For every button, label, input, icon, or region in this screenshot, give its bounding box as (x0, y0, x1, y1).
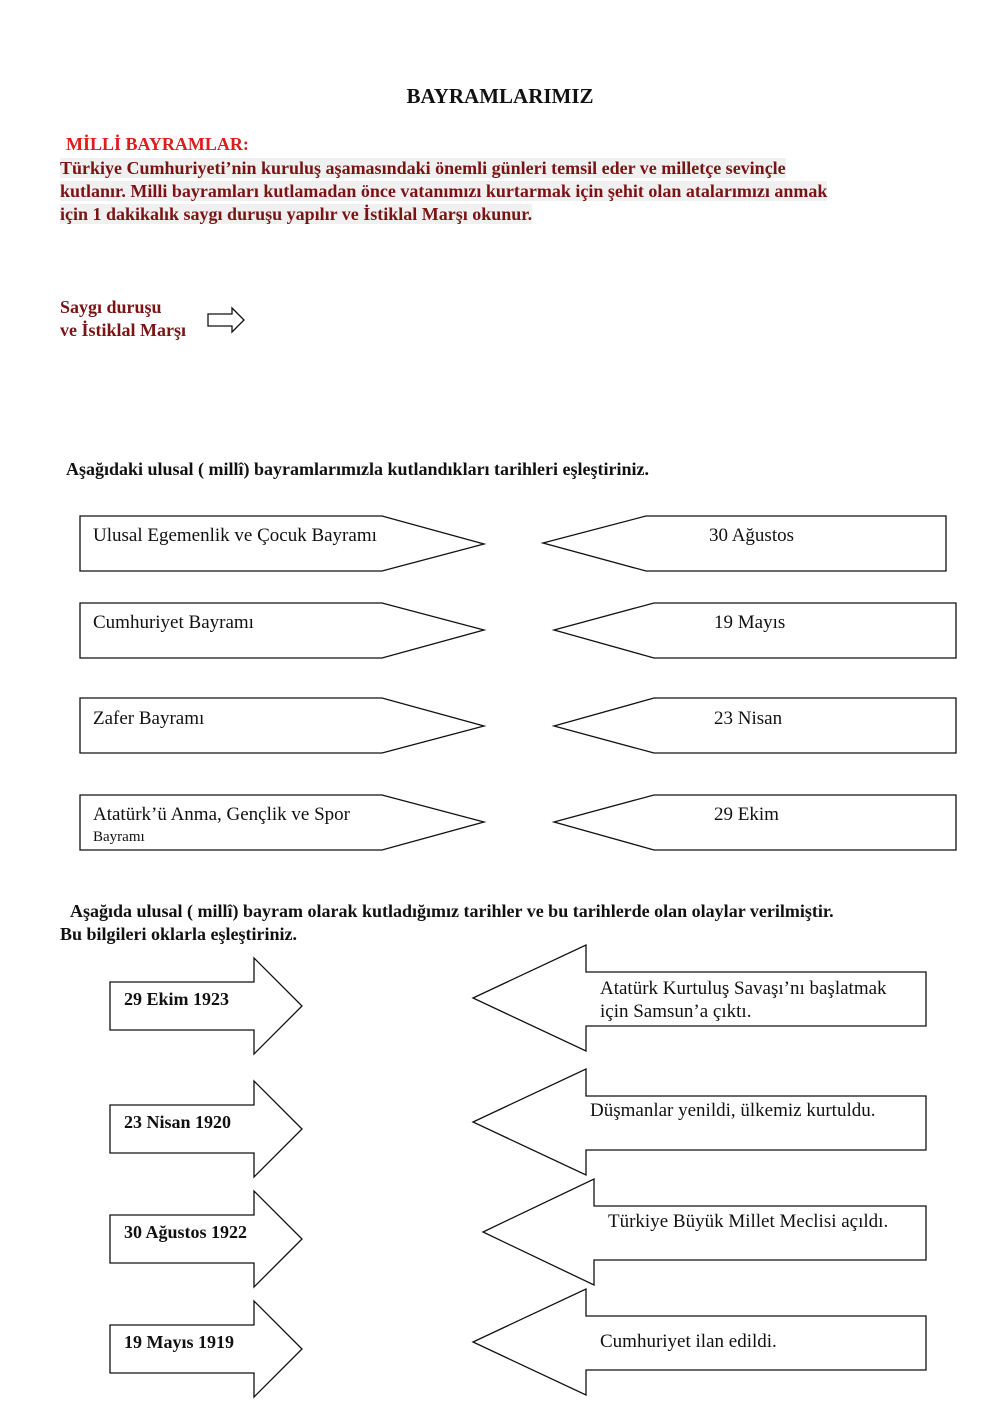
date-label: 19 Mayıs (714, 612, 786, 633)
date-text: 29 Ekim 1923 (124, 989, 230, 1009)
event-text: için Samsun’a çıktı. (600, 1001, 752, 1022)
event-text: Atatürk Kurtuluş Savaşı’nı başlatmak (600, 978, 887, 999)
date-label: 30 Ağustos (709, 525, 794, 546)
intro-line: için 1 dakikalık saygı duruşu yapılır ve İstiklal Marşı okunur. (60, 204, 533, 224)
event-arrow-2[interactable] (473, 1069, 926, 1175)
page-title: BAYRAMLARIMIZ (406, 84, 594, 108)
date-label: 23 Nisan (714, 708, 783, 729)
event-text: Düşmanlar yenildi, ülkemiz kurtuldu. (590, 1100, 876, 1121)
respect-line: Saygı duruşu (60, 297, 162, 317)
small-right-arrow-icon (208, 308, 244, 332)
event-text: Türkiye Büyük Millet Meclisi açıldı. (608, 1211, 889, 1232)
holiday-label: Ulusal Egemenlik ve Çocuk Bayramı (93, 525, 377, 546)
event-arrow-3[interactable] (483, 1179, 926, 1285)
instruction-line: Bu bilgileri oklarla eşleştiriniz. (60, 924, 297, 944)
intro-line: Türkiye Cumhuriyeti’nin kuruluş aşamasındaki önemli günleri temsil eder ve milletçe sevinçle (60, 158, 786, 178)
holiday-label: Atatürk’ü Anma, Gençlik ve Spor (93, 804, 350, 825)
holiday-label-continued: Bayramı (93, 829, 145, 845)
respect-line: ve İstiklal Marşı (60, 320, 186, 340)
section-heading: MİLLİ BAYRAMLAR: (66, 134, 249, 154)
holiday-label: Cumhuriyet Bayramı (93, 612, 254, 633)
holiday-label: Zafer Bayramı (93, 708, 205, 729)
date-text: 23 Nisan 1920 (124, 1112, 232, 1132)
date-label: 29 Ekim (714, 804, 779, 825)
instruction-line: Aşağıda ulusal ( millî) bayram olarak kutladığımız tarihler ve bu tarihlerde olan olaylar verilmiştir. (70, 901, 834, 921)
matching1-instruction: Aşağıdaki ulusal ( millî) bayramlarımızla kutlandıkları tarihleri eşleştiriniz. (66, 459, 650, 479)
intro-line: kutlanır. Milli bayramları kutlamadan önce vatanımızı kurtarmak için şehit olan atalarımızı anmak (60, 181, 828, 201)
date-text: 30 Ağustos 1922 (124, 1222, 248, 1242)
date-text: 19 Mayıs 1919 (124, 1332, 234, 1352)
event-text: Cumhuriyet ilan edildi. (600, 1331, 777, 1352)
